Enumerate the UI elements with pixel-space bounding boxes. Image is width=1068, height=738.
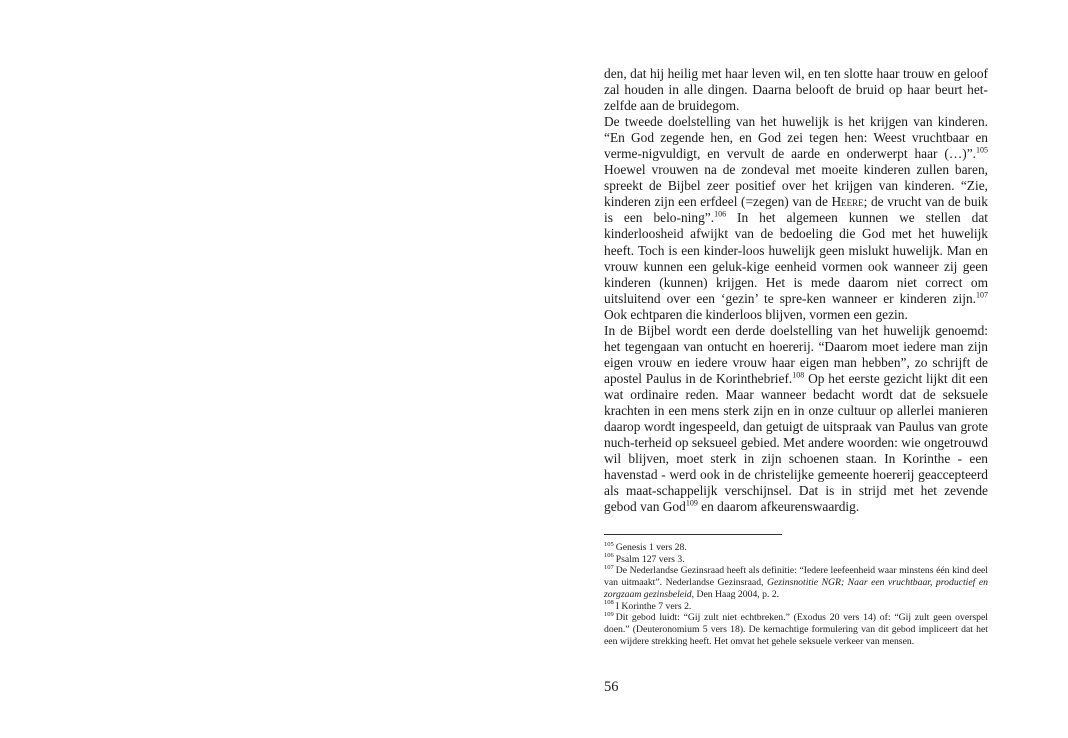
footnote-107: $^{107}$ De Nederlandse Gezinsraad heeft als definitie: “Iedere leefeenheid waar minstens één kind deel van uitmaakt”. Nederlandse Gezinsraad, Gezinsnotitie NGR; Naar een vruchtbaar, productief en zorgzaam gezinsbeleid, Den Haag 2004, p. 2. [604, 564, 988, 600]
footnote-109: $^{109}$ Dit gebod luidt: “Gij zult niet echtbreken.” (Exodus 20 vers 14) of: “Gij zult geen overspel doen.” (Deuteronomium 5 vers 18). De kernachtige formulering van dit gebod impliceert dat het een wijdere strekking heeft. Het omvat het gehele seksuele verkeer van mensen. [604, 610, 988, 647]
footnote-ref-105[interactable]: 105 [976, 145, 988, 155]
body-text [604, 66, 988, 515]
footnote-ref-106[interactable]: 106 [714, 209, 727, 219]
footnote-108: $^{108}$ I Korinthe 7 vers 2. [604, 599, 692, 612]
heere-smallcaps: Heere [831, 194, 864, 210]
paragraph-1: den, dat hij heilig met haar leven wil, en ten slotte haar trouw en geloof zal houden in alle dingen. Daarna belooft de bruid op haar beurt het-zelfde aan de bruidegom. [604, 66, 988, 114]
page-number: 56 [604, 679, 619, 695]
footnote-ref-108[interactable]: 108 [792, 370, 805, 380]
footnote-ref-109[interactable]: 109 [685, 498, 698, 508]
paragraph-2: De tweede doelstelling van het huwelijk is het krijgen van kinderen. “En God zegende hen, en God zei tegen hen: Weest vruchtbaar en verme-nigvuldigt, en vervult de aarde en onderwerpt haar (…)”.$^{105}$ Hoewel vrouwen na de zondeval met moeite kinderen zullen baren, spreekt de Bijbel zeer positief over het krijgen van kinderen. “Zie, kinderen zijn een erfdeel (=zegen) van de Heere; de vrucht van de buik is een belo-ning”.$^{106}$ In het algemeen kunnen we stellen dat kinderloosheid afwijkt van de bedoeling die God met het huwelijk heeft. Toch is een kinder-loos huwelijk geen mislukt huwelijk. Man en vrouw kunnen een geluk-kige eenheid vormen ook wanneer zij geen kinderen (kunnen) krijgen. Het is mede daarom niet correct om uitsluitend over een ‘gezin’ te spre-ken wanneer er kinderen zijn.$^{107}$ Ook echtparen die kinderloos blijven, vormen een gezin. [604, 114, 988, 322]
footnote-105: $^{105}$ Genesis 1 vers 28. [604, 540, 687, 553]
paragraph-3: In de Bijbel wordt een derde doelstelling van het huwelijk genoemd: het tegengaan van ontucht en hoererij. “Daarom moet iedere man zijn eigen vrouw en iedere vrouw haar eigen man hebben”, zo schrijft de apostel Paulus in de Korinthebrief.$^{108}$ Op het eerste gezicht lijkt dit een wat ordinaire reden. Maar wanneer bedacht wordt dat de seksuele krachten in een mens sterk zijn en in onze cultuur op allerlei manieren daarop wordt ingespeeld, dan getuigt de uitspraak van Paulus van grote nuch-terheid op seksueel gebied. Met andere woorden: wie ongetrouwd wil blijven, moet sterk in zijn schoenen staan. In Korinthe - een havenstad - werd ook in de christelijke gemeente hoererij geaccepteerd als maat-schappelijk verschijnsel. Dat is in strijd met het zevende gebod van God$^{109}$ en daarom afkeurenswaardig. [604, 322, 989, 515]
footnote-separator [604, 534, 782, 535]
footnotes [604, 542, 988, 647]
footnote-106: $^{106}$ Psalm 127 vers 3. [604, 552, 685, 565]
footnote-ref-107[interactable]: 107 [976, 290, 988, 300]
page-body [604, 66, 988, 515]
